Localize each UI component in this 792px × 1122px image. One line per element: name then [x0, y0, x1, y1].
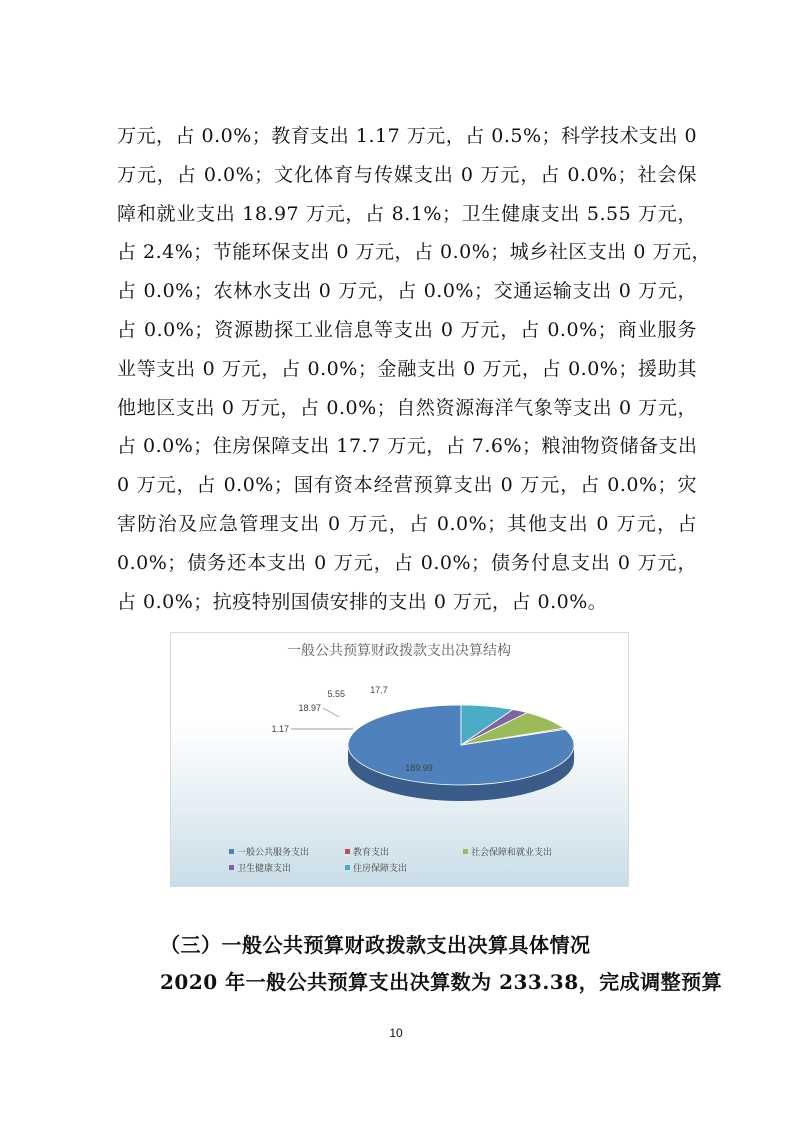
- legend-marker-1: [229, 849, 234, 854]
- pie-chart-svg: [171, 633, 628, 886]
- leader-line-2: [323, 708, 339, 717]
- body-line: 占 0.0%；资源勘探工业信息等支出 0 万元，占 0.0%；商业服务: [117, 318, 697, 341]
- legend-label-5: 住房保障支出: [353, 863, 408, 873]
- legend-label-2: 教育支出: [353, 847, 390, 857]
- legend-marker-4: [229, 865, 234, 870]
- body-line: 他地区支出 0 万元，占 0.0%；自然资源海洋气象等支出 0 万元，: [117, 396, 697, 419]
- body-line: 万元，占 0.0%；文化体育与传媒支出 0 万元，占 0.0%；社会保: [117, 163, 697, 186]
- body-line: 障和就业支出 18.97 万元，占 8.1%；卫生健康支出 5.55 万元，: [117, 202, 697, 225]
- legend-marker-5: [345, 865, 350, 870]
- body-line: 害防治及应急管理支出 0 万元，占 0.0%；其他支出 0 万元，占: [117, 512, 697, 535]
- pie-chart: [170, 632, 629, 887]
- page-number: 10: [389, 1026, 403, 1040]
- body-line: 0.0%；债务还本支出 0 万元，占 0.0%；债务付息支出 0 万元，: [117, 551, 697, 574]
- body-line: 万元，占 0.0%；教育支出 1.17 万元，占 0.5%；科学技术支出 0: [117, 125, 698, 147]
- body-line: 占 0.0%；抗疫特别国债安排的支出 0 万元，占 0.0%。: [117, 590, 608, 613]
- data-label-2: 1.17: [271, 724, 289, 734]
- legend-marker-2: [345, 849, 350, 854]
- data-label-5: 17.7: [370, 685, 388, 695]
- section-heading: （三）一般公共预算财政拨款支出决算具体情况: [160, 933, 591, 957]
- body-line: 占 2.4%；节能环保支出 0 万元，占 0.0%；城乡社区支出 0 万元，: [117, 241, 711, 264]
- body-line: 占 0.0%；农林水支出 0 万元，占 0.0%；交通运输支出 0 万元，: [117, 280, 697, 303]
- section-subline: 2020 年一般公共预算支出决算数为 233.38，完成调整预算: [160, 970, 723, 994]
- legend-label-3: 社会保障和就业支出: [471, 847, 553, 857]
- body-paragraph: [117, 117, 711, 621]
- data-label-3: 18.97: [298, 703, 321, 713]
- body-line: 业等支出 0 万元，占 0.0%；金融支出 0 万元，占 0.0%；援助其: [117, 357, 697, 380]
- body-line: 0 万元，占 0.0%；国有资本经营预算支出 0 万元，占 0.0%；灾: [117, 474, 697, 497]
- legend-label-1: 一般公共服务支出: [237, 847, 310, 857]
- body-line: 占 0.0%；住房保障支出 17.7 万元，占 7.6%；粮油物资储备支出: [117, 435, 698, 458]
- chart-title: 一般公共预算财政拨款支出决算结构: [287, 642, 511, 658]
- legend-marker-3: [463, 849, 468, 854]
- legend-label-4: 卫生健康支出: [237, 863, 292, 873]
- data-label-4: 5.55: [327, 689, 345, 699]
- data-label-1: 189.99: [405, 763, 433, 773]
